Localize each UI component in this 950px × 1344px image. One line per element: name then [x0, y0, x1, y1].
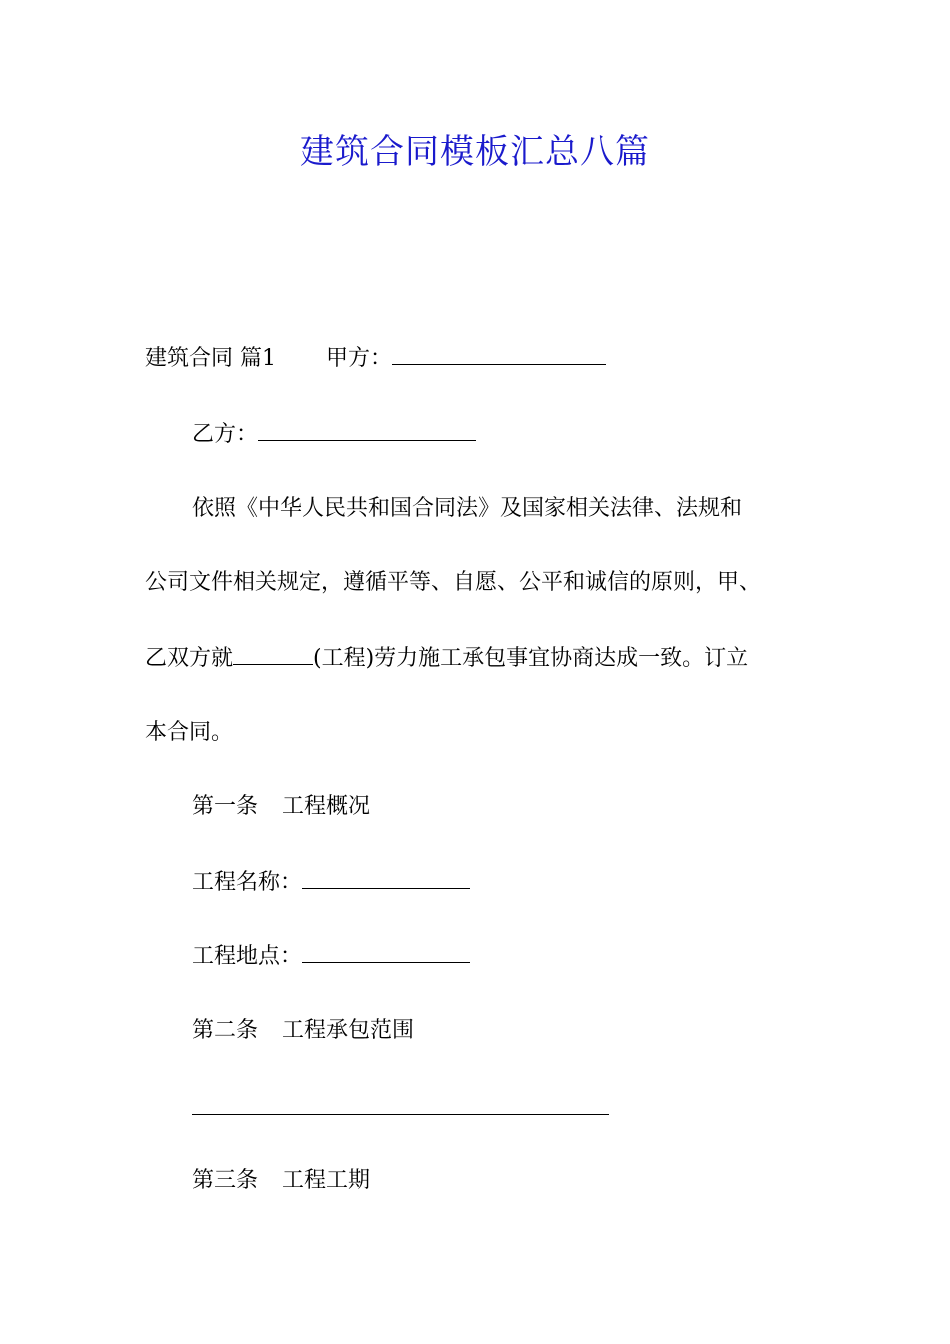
- project-name-blank: [302, 868, 470, 889]
- scope-blank-line: [192, 1114, 609, 1115]
- party-b-line: [192, 420, 476, 450]
- intro-line-3: [145, 644, 748, 674]
- party-a-label: 甲方：: [326, 346, 393, 371]
- intro-line-2: 公司文件相关规定，遵循平等、自愿、公平和诚信的原则，甲、: [145, 570, 762, 595]
- article-1-heading: [192, 792, 370, 822]
- article-2-title: 工程承包范围: [282, 1018, 415, 1043]
- intro-line-1: 依照《中华人民共和国合同法》及国家相关法律、法规和: [192, 496, 743, 521]
- section-heading: 建筑合同 篇1: [145, 346, 276, 371]
- section-heading-line: [145, 344, 606, 374]
- intro-line-4: 本合同。: [145, 720, 234, 745]
- intro-line-3-post: (工程)劳力施工承包事宜协商达成一致。订立: [313, 646, 749, 671]
- party-b-label: 乙方：: [192, 422, 259, 447]
- project-name-label: 工程名称：: [192, 870, 303, 895]
- article-3-number: 第三条: [192, 1168, 259, 1193]
- intro-line-3-pre: 乙双方就: [145, 646, 234, 671]
- project-location-blank: [302, 942, 470, 963]
- article-3-title: 工程工期: [282, 1168, 371, 1193]
- article-2-number: 第二条: [192, 1018, 259, 1043]
- article-2-heading: [192, 1016, 414, 1046]
- party-a-blank: [392, 344, 606, 365]
- document-title: 建筑合同模板汇总八篇: [300, 132, 650, 172]
- project-blank: [233, 644, 313, 665]
- article-1-number: 第一条: [192, 794, 259, 819]
- article-1-title: 工程概况: [282, 794, 371, 819]
- project-name-line: [192, 868, 470, 898]
- project-location-label: 工程地点：: [192, 944, 303, 969]
- project-location-line: [192, 942, 470, 972]
- article-3-heading: [192, 1166, 370, 1196]
- party-b-blank: [258, 420, 476, 441]
